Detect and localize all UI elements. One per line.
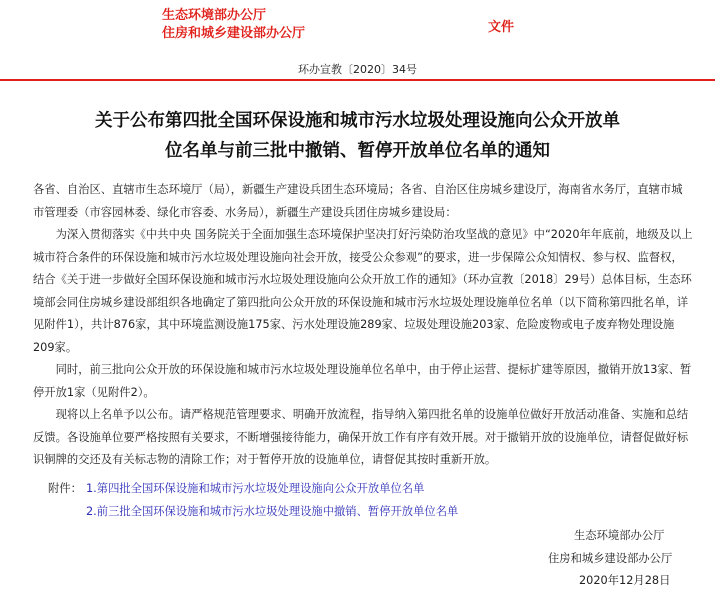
issuer-block: [162, 7, 305, 43]
body-paragraph: 同时，前三批向公众开放的环保设施和城市污水垃圾处理设施单位名单中，由于停止运营、提标扩建等原因，撤销开放13家、暂停开放1家（见附件2）。: [33, 363, 692, 399]
document-number: 环办宣教〔2020〕34号: [298, 63, 417, 76]
issuer-name: 住房和城乡建设部办公厅: [162, 26, 306, 41]
signature-date: 2020年12月28日: [579, 574, 671, 587]
signature-issuer-2: 住房和城乡建设部办公厅: [548, 552, 673, 565]
document-title-line-1: 关于公布第四批全国环保设施和城市污水垃圾处理设施向公众开放单: [95, 111, 620, 131]
document-type: 文件: [488, 20, 515, 35]
body-paragraph: 为深入贯彻落实《中共中央 国务院关于全面加强生态环境保护坚决打好污染防治攻坚战的意见》中“2020年年底前，地级及以上城市符合条件的环保设施和城市污水垃圾处理设施向社会开放，接受公众参观”的要求，进一步保障公众知情权、参与权、监督权，结合《关于进一步做好全国环保设施和城市污水垃圾处理设施向公众开放工作的通知》（环办宣教〔2018〕29号）总体目标，生态环境部会同住房城乡建设部组织各地确定了第四批向公众开放的环保设施和城市污水垃圾处理设施单位名单（以下简称第四批名单，详见附件1），共计876家，其中环境监测设施175家、污水处理设施289家、垃圾处理设施203家、危险废物或电子废弃物处理设施209家。: [33, 228, 693, 354]
body-paragraph: 现将以上名单予以公布。请严格规范管理要求、明确开放流程，指导纳入第四批名单的设施单位做好开放活动准备、实施和总结反馈。各设施单位要严格按照有关要求，不断增强接待能力，确保开放工作有序有效开展。对于撤销开放的设施单位，请督促做好标识铜牌的交还及有关标志物的清除工作；对于暂停开放的设施单位，请督促其按时重新开放。: [33, 408, 689, 466]
attachments-label: 附件：: [48, 482, 82, 495]
document-title-line-2: 位名单与前三批中撤销、暂停开放单位名单的通知: [165, 141, 550, 161]
attachment-link-1[interactable]: 1.第四批全国环保设施和城市污水垃圾处理设施向公众开放单位名单: [86, 482, 425, 495]
issuer-name: 生态环境部办公厅: [162, 8, 267, 23]
attachment-link-2[interactable]: 2.前三批全国环保设施和城市污水垃圾处理设施中撤销、暂停开放单位名单: [86, 505, 459, 518]
signature-issuer-1: 生态环境部办公厅: [574, 529, 665, 542]
red-divider: [0, 79, 715, 81]
addressees: 各省、自治区、直辖市生态环境厅（局），新疆生产建设兵团生态环境局；各省、自治区住房城乡建设厅，海南省水务厅，直辖市城市管理委（市容园林委、绿化市容委、水务局），新疆生产建设兵团住房城乡建设局：: [33, 183, 683, 219]
